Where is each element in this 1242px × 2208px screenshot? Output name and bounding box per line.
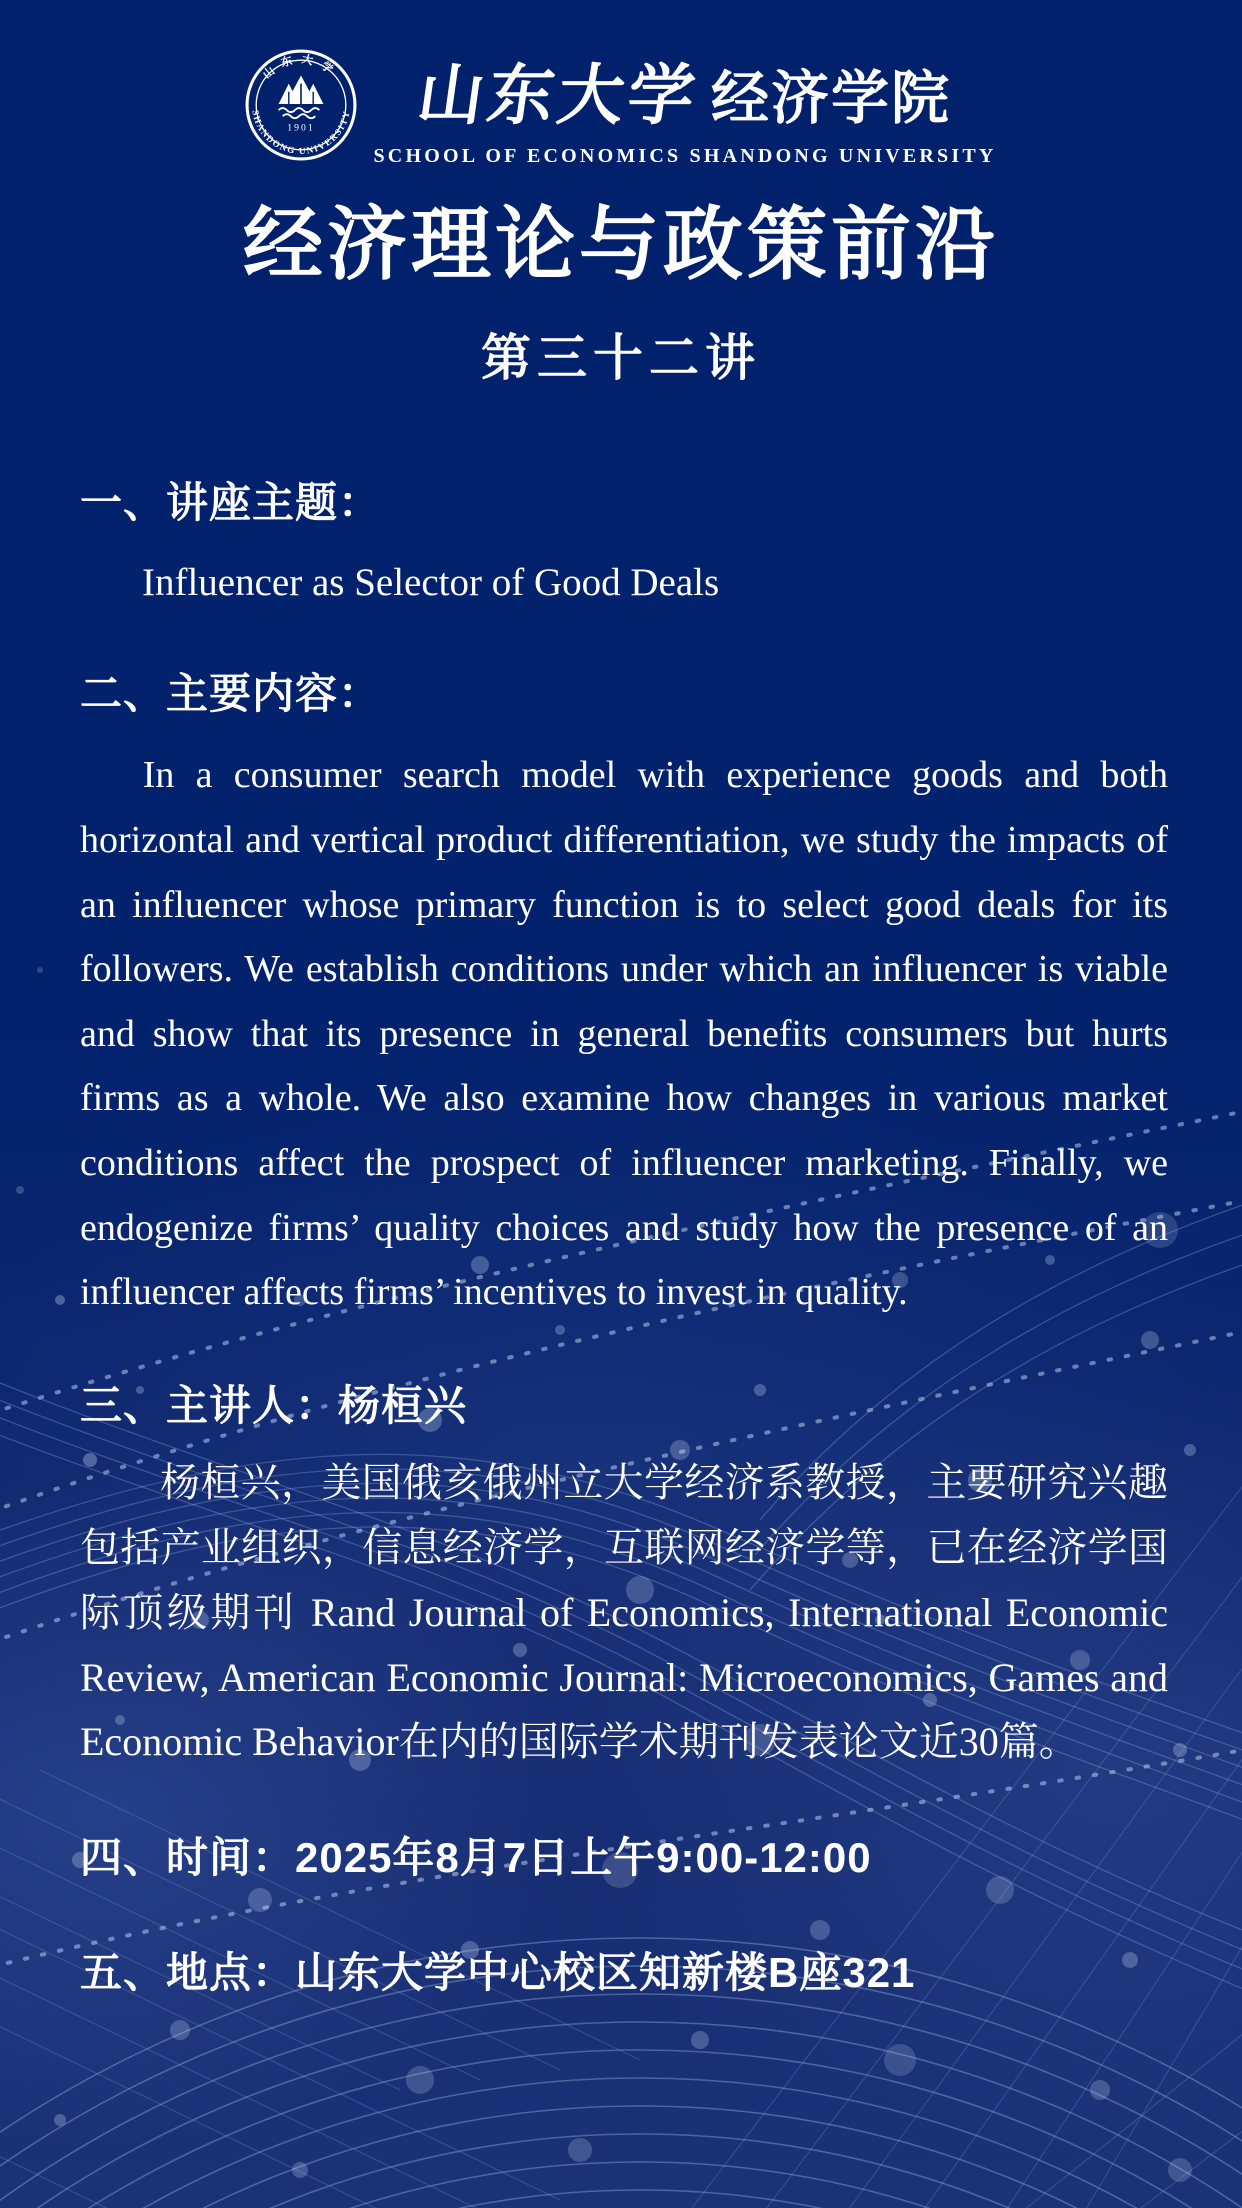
brand-english-name: SCHOOL OF ECONOMICS SHANDONG UNIVERSITY: [373, 145, 997, 167]
brand-calligraphy: 山东大学: [412, 60, 704, 133]
speaker-bio: 杨桓兴，美国俄亥俄州立大学经济系教授，主要研究兴趣包括产业组织，信息经济学，互联网经济学等，已在经济学国际顶级期刊 Rand Journal of Economics, International Economic Review, American Economic Journal: Microeconomics, Games and Economic Behavior在内的国际学术期刊发表论文近30篇。: [80, 1460, 1168, 1765]
section-content-heading: 二、主要内容：: [80, 670, 382, 718]
lecture-series-title: 经济理论与政策前沿: [243, 202, 999, 290]
shandong-university-seal-icon: [245, 49, 357, 161]
brand-college-name: 经济学院: [710, 66, 951, 131]
seal-arc-text: SHANDONG UNIVERSITY: [250, 109, 353, 157]
section-time-heading: 四、时间：2025年8月7日上午9:00-12:00: [80, 1834, 872, 1882]
seal-year: 1901: [287, 122, 316, 134]
section-speaker-heading: 三、主讲人：杨桓兴: [80, 1381, 468, 1429]
seal-top-text: 山东大学: [261, 53, 342, 82]
lecture-number: 第三十二讲: [481, 330, 761, 386]
abstract-paragraph: In a consumer search model with experience goods and both horizontal and vertical product differentiation, we study the impacts of an influencer whose primary function is to select good deals for its followers. We establish conditions under which an influencer is viable and show that its presence in general benefits consumers but hurts firms as a whole. We also examine how changes in various market conditions affect the prospect of influencer marketing. Finally, we endogenize firms’ quality choices and study how the presence of an influencer affects firms’ incentives to invest in quality.: [80, 754, 1168, 1314]
section-location-heading: 五、地点：山东大学中心校区知新楼B座321: [80, 1948, 916, 1996]
section-topic-heading: 一、讲座主题：: [80, 479, 382, 526]
topic-text: Influencer as Selector of Good Deals: [142, 561, 720, 605]
seal-mountain-icon: [279, 75, 324, 118]
school-logo: [0, 42, 1242, 168]
